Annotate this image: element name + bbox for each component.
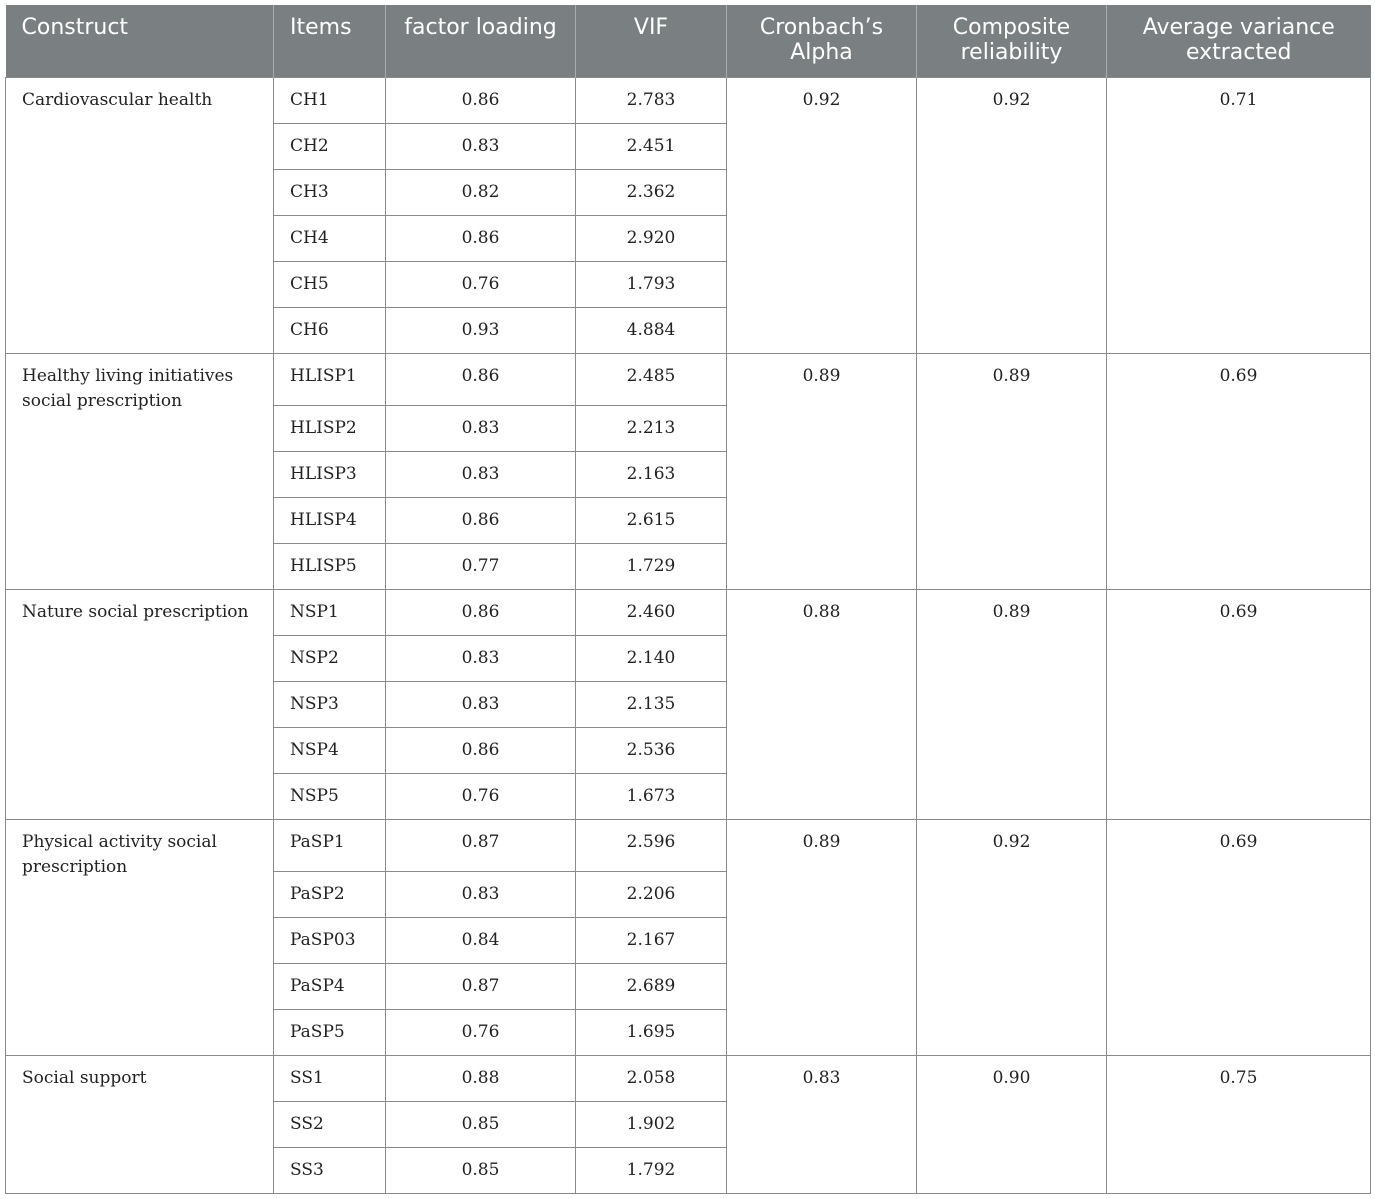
item-cell: HLISP5 [274,543,386,589]
ave-cell: 0.69 [1107,353,1371,589]
header-average-variance-extracted: Average variance extracted [1107,5,1371,77]
header-items: Items [274,5,386,77]
item-cell: HLISP4 [274,497,386,543]
table-row [6,77,1371,123]
vif-cell: 2.140 [576,635,727,681]
vif-cell: 2.362 [576,169,727,215]
factor-loading-cell: 0.83 [386,871,576,917]
composite-reliability-cell: 0.92 [917,819,1107,1055]
cronbachs-alpha-cell: 0.83 [727,1055,917,1193]
construct-cell: Cardiovascular health [6,77,274,353]
factor-loading-cell: 0.86 [386,497,576,543]
item-cell: PaSP2 [274,871,386,917]
construct-cell: Physical activity social prescription [6,819,274,1055]
cronbachs-alpha-cell: 0.89 [727,819,917,1055]
factor-loading-cell: 0.86 [386,353,576,405]
factor-loading-cell: 0.82 [386,169,576,215]
cronbachs-alpha-cell: 0.92 [727,77,917,353]
ave-cell: 0.71 [1107,77,1371,353]
cronbachs-alpha-cell: 0.89 [727,353,917,589]
vif-cell: 2.920 [576,215,727,261]
vif-cell: 1.695 [576,1009,727,1055]
factor-loading-cell: 0.85 [386,1147,576,1193]
factor-loading-cell: 0.83 [386,405,576,451]
reliability-validity-table [5,5,1371,1194]
composite-reliability-cell: 0.89 [917,353,1107,589]
vif-cell: 2.596 [576,819,727,871]
item-cell: PaSP5 [274,1009,386,1055]
construct-cell: Healthy living initiatives social prescription [6,353,274,589]
item-cell: NSP5 [274,773,386,819]
factor-loading-cell: 0.93 [386,307,576,353]
table-row [6,819,1371,871]
header-row [6,5,1371,77]
factor-loading-cell: 0.76 [386,261,576,307]
vif-cell: 2.163 [576,451,727,497]
item-cell: NSP4 [274,727,386,773]
vif-cell: 2.451 [576,123,727,169]
factor-loading-cell: 0.88 [386,1055,576,1101]
vif-cell: 2.213 [576,405,727,451]
composite-reliability-cell: 0.89 [917,589,1107,819]
ave-cell: 0.75 [1107,1055,1371,1193]
item-cell: NSP1 [274,589,386,635]
vif-cell: 2.135 [576,681,727,727]
item-cell: NSP3 [274,681,386,727]
cronbachs-alpha-cell: 0.88 [727,589,917,819]
item-cell: CH1 [274,77,386,123]
vif-cell: 1.673 [576,773,727,819]
vif-cell: 2.206 [576,871,727,917]
factor-loading-cell: 0.83 [386,635,576,681]
vif-cell: 2.167 [576,917,727,963]
item-cell: SS1 [274,1055,386,1101]
factor-loading-cell: 0.76 [386,773,576,819]
vif-cell: 1.792 [576,1147,727,1193]
vif-cell: 4.884 [576,307,727,353]
item-cell: SS3 [274,1147,386,1193]
table-row [6,589,1371,635]
factor-loading-cell: 0.86 [386,215,576,261]
header-cronbachs-alpha: Cronbach’s Alpha [727,5,917,77]
item-cell: SS2 [274,1101,386,1147]
item-cell: HLISP1 [274,353,386,405]
factor-loading-cell: 0.83 [386,681,576,727]
factor-loading-cell: 0.86 [386,589,576,635]
item-cell: CH5 [274,261,386,307]
item-cell: CH2 [274,123,386,169]
factor-loading-cell: 0.83 [386,123,576,169]
vif-cell: 2.485 [576,353,727,405]
item-cell: NSP2 [274,635,386,681]
vif-cell: 1.902 [576,1101,727,1147]
table-row [6,1055,1371,1101]
header-composite-reliability: Composite reliability [917,5,1107,77]
item-cell: HLISP3 [274,451,386,497]
factor-loading-cell: 0.87 [386,819,576,871]
vif-cell: 2.058 [576,1055,727,1101]
header-vif: VIF [576,5,727,77]
vif-cell: 2.460 [576,589,727,635]
factor-loading-cell: 0.87 [386,963,576,1009]
vif-cell: 1.729 [576,543,727,589]
ave-cell: 0.69 [1107,819,1371,1055]
factor-loading-cell: 0.86 [386,727,576,773]
factor-loading-cell: 0.77 [386,543,576,589]
vif-cell: 2.689 [576,963,727,1009]
composite-reliability-cell: 0.92 [917,77,1107,353]
header-factor-loading: factor loading [386,5,576,77]
table-row [6,353,1371,405]
item-cell: PaSP03 [274,917,386,963]
item-cell: HLISP2 [274,405,386,451]
item-cell: PaSP1 [274,819,386,871]
item-cell: CH6 [274,307,386,353]
vif-cell: 1.793 [576,261,727,307]
factor-loading-cell: 0.83 [386,451,576,497]
vif-cell: 2.536 [576,727,727,773]
item-cell: PaSP4 [274,963,386,1009]
item-cell: CH3 [274,169,386,215]
factor-loading-cell: 0.76 [386,1009,576,1055]
ave-cell: 0.69 [1107,589,1371,819]
factor-loading-cell: 0.84 [386,917,576,963]
item-cell: CH4 [274,215,386,261]
construct-cell: Nature social prescription [6,589,274,819]
header-construct: Construct [6,5,274,77]
vif-cell: 2.615 [576,497,727,543]
construct-cell: Social support [6,1055,274,1193]
vif-cell: 2.783 [576,77,727,123]
factor-loading-cell: 0.86 [386,77,576,123]
factor-loading-cell: 0.85 [386,1101,576,1147]
composite-reliability-cell: 0.90 [917,1055,1107,1193]
